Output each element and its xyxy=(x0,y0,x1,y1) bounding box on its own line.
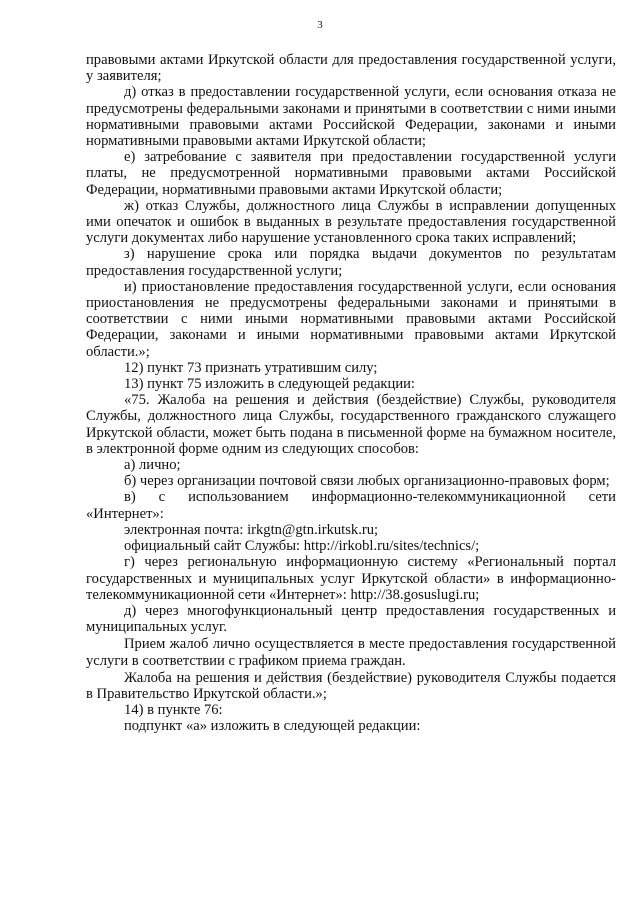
paragraph: з) нарушение срока или порядка выдачи документов по результатам предоставления государственной услуги; xyxy=(86,246,616,279)
paragraph: д) через многофункциональный центр предоставления государственных и муниципальных услуг. xyxy=(86,602,616,636)
paragraph: правовыми актами Иркутской области для предоставления государственной услуги, у заявителя; xyxy=(86,52,616,85)
paragraph: электронная почта: irkgtn@gtn.irkutsk.ru; xyxy=(124,521,379,538)
paragraph: «75. Жалоба на решения и действия (бездействие) Службы, руководителя Службы, должностного лица Службы, государственного гражданского служащего Иркутской области, может быть подана в письменной форме на бумажном носителе, в электронной форме одним из следующих способов: xyxy=(86,392,616,457)
document-body xyxy=(86,52,616,735)
paragraph: е) затребование с заявителя при предоставлении государственной услуги платы, не предусмотренной нормативными правовыми актами Российской Федерации, нормативными правовыми актами Иркутской области; xyxy=(86,149,616,198)
paragraph: г) через региональную информационную систему «Региональный портал государственных и муниципальных услуг Иркутской области» в информационно-телекоммуникационной сети «Интернет»: http://38.gosuslugi.ru; xyxy=(86,554,616,603)
paragraph: подпункт «а» изложить в следующей редакции: xyxy=(124,718,421,735)
paragraph: а) лично; xyxy=(124,457,181,474)
paragraph: ж) отказ Службы, должностного лица Службы в исправлении допущенных ими опечаток и ошибок в выданных в результате предоставления государственной услуги документах либо нарушение установленного срока таких исправлений; xyxy=(86,197,616,247)
page-number: 3 xyxy=(317,19,323,31)
paragraph: Жалоба на решения и действия (бездействие) руководителя Службы подается в Правительство Иркутской области.»; xyxy=(86,669,616,702)
paragraph: д) отказ в предоставлении государственной услуги, если основания отказа не предусмотрены федеральными законами и принятыми в соответствии с ними иными нормативными правовыми актами Российской Федерации, законами и иными нормативными правовыми актами Иркутской области; xyxy=(86,84,616,150)
paragraph: 12) пункт 73 признать утратившим силу; xyxy=(124,359,378,376)
paragraph: 13) пункт 75 изложить в следующей редакции: xyxy=(124,376,415,393)
paragraph: в) с использованием информационно-телекоммуникационной сети «Интернет»: xyxy=(86,489,616,522)
paragraph: официальный сайт Службы: http://irkobl.ru/sites/technics/; xyxy=(124,538,480,555)
paragraph: 14) в пункте 76: xyxy=(124,702,223,719)
paragraph: Прием жалоб лично осуществляется в месте предоставления государственной услуги в соответствии с графиком приема граждан. xyxy=(86,636,616,669)
paragraph: б) через организации почтовой связи любых организационно-правовых форм; xyxy=(124,473,610,490)
paragraph: и) приостановление предоставления государственной услуги, если основания приостановления не предусмотрены федеральными законами и принятыми в соответствии с ними иными нормативными правовыми актами Российской Федерации, законами и иными нормативными правовыми актами Иркутской области.»; xyxy=(86,278,616,360)
